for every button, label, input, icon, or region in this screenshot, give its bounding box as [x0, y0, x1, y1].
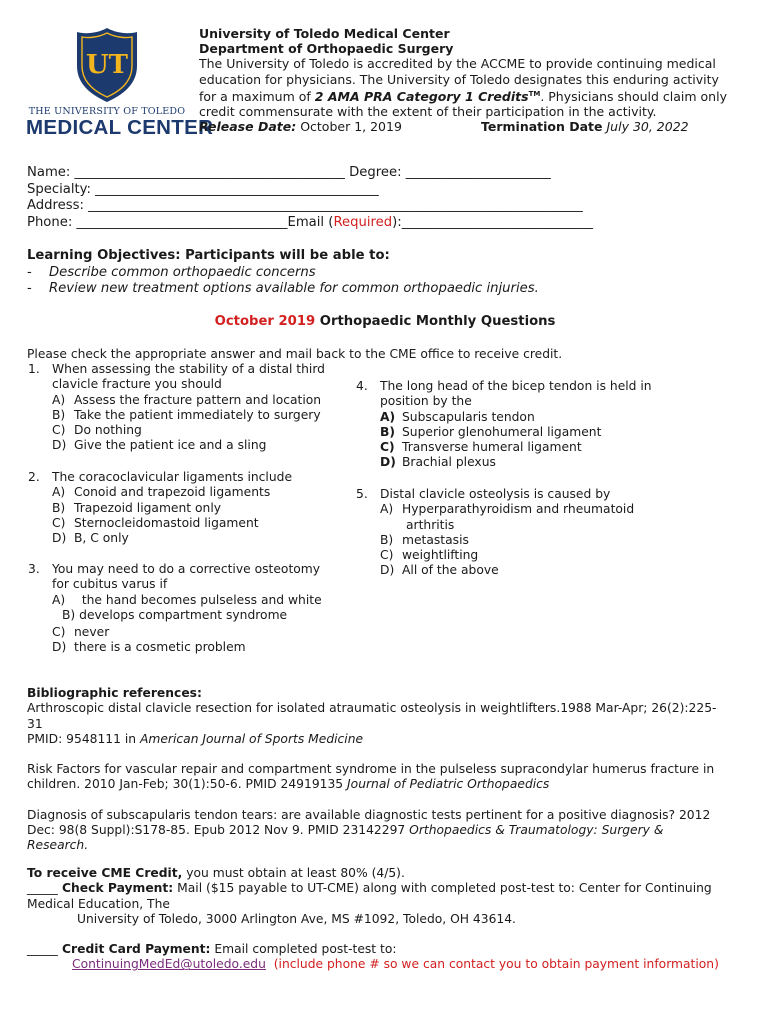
option-label: C)	[52, 625, 66, 640]
reference-1	[27, 701, 747, 747]
logo-medical-center: MEDICAL CENTER	[26, 116, 214, 139]
answer-option-b[interactable]	[380, 425, 686, 440]
option-continuation: arthritis	[406, 517, 455, 532]
option-text: metastasis	[402, 532, 469, 547]
shield-text: UT	[85, 50, 129, 80]
question-2	[28, 470, 348, 546]
answer-option-b[interactable]	[380, 533, 686, 548]
check-payment-option[interactable]	[27, 881, 747, 896]
answer-option-b[interactable]	[52, 501, 348, 516]
question-stem: When assessing the stability of a distal third	[52, 362, 325, 376]
ut-shield-icon	[74, 26, 140, 104]
option-text: the hand becomes pulseless and white	[74, 592, 322, 607]
check-payment-text-2: Medical Education, The	[27, 896, 170, 911]
answer-option-d[interactable]	[380, 455, 686, 470]
objective-item: - Review new treatment options available for common orthopaedic injuries.	[27, 281, 539, 296]
answer-option-c[interactable]	[52, 423, 348, 438]
release-date	[199, 119, 402, 134]
reference-text: PMID: 9548111 in	[27, 731, 140, 746]
option-label: D)	[52, 438, 67, 453]
question-1	[28, 362, 348, 454]
accreditation-line-4: credit commensurate with the extent of their participation in the activity.	[199, 104, 657, 120]
termination-date	[481, 119, 689, 134]
option-label: A)	[380, 502, 394, 517]
answer-option-c[interactable]	[380, 440, 686, 455]
accreditation-line-1: The University of Toledo is accredited by the ACCME to provide continuing medical	[199, 56, 716, 72]
option-text: Brachial plexus	[402, 455, 496, 470]
release-date-value: October 1, 2019	[296, 119, 402, 135]
answer-option-a[interactable]	[52, 485, 348, 500]
question-4	[356, 379, 686, 471]
answer-option-a[interactable]	[52, 393, 348, 408]
email-line	[27, 957, 747, 972]
credit-card-blank[interactable]: _____	[27, 942, 58, 957]
question-3	[28, 562, 348, 656]
answer-option-d[interactable]	[52, 531, 348, 546]
question-number: 3.	[28, 562, 40, 576]
option-label: B)	[380, 532, 394, 547]
email-field[interactable]: ):_____________________________	[392, 214, 593, 230]
objective-text: Review new treatment options available for common orthopaedic injuries.	[49, 281, 539, 296]
option-text: Trapezoid ligament only	[74, 500, 222, 515]
question-number: 1.	[28, 362, 40, 376]
option-text: Do nothing	[74, 423, 142, 438]
answer-option-a[interactable]	[380, 502, 686, 517]
option-text: weightlifting	[402, 548, 479, 563]
option-text: Assess the fracture pattern and location	[74, 392, 322, 407]
cme-requirement	[27, 866, 747, 881]
degree-field[interactable]: Degree: ______________________	[344, 165, 551, 180]
option-label: C)	[52, 423, 66, 438]
credit-card-payment-option[interactable]	[27, 942, 747, 957]
option-text: Give the patient ice and a sling	[74, 438, 267, 453]
option-label: B)	[52, 500, 66, 515]
accreditation-text: for a maximum of	[199, 88, 315, 104]
option-text: Hyperparathyroidism and rheumatoid	[402, 502, 635, 517]
question-stem: You may need to do a corrective osteotomy	[52, 562, 321, 576]
question-number: 2.	[28, 470, 40, 484]
reference-text: Risk Factors for vascular repair and compartment syndrome in the pulseless supracondylar humerus fracture in	[27, 762, 715, 777]
trademark: TM	[528, 89, 541, 98]
credit-designation: 2 AMA PRA Category 1 Credits	[314, 88, 529, 104]
name-degree-row	[27, 165, 747, 182]
question-5	[356, 487, 686, 579]
option-label: A)	[380, 409, 396, 424]
email-note: (include phone # so we can contact you to obtain payment information)	[265, 957, 719, 972]
credit-card-text: Email completed post-test to:	[210, 942, 397, 957]
option-label: A)	[52, 392, 66, 407]
release-date-label: Release Date:	[199, 119, 297, 135]
check-payment-label: Check Payment:	[57, 881, 174, 896]
title-month: October 2019	[214, 314, 316, 329]
org-name: University of Toledo Medical Center	[199, 26, 450, 41]
cme-credit-section	[27, 866, 747, 973]
department-name: Department of Orthopaedic Surgery	[199, 41, 454, 57]
option-label: A)	[52, 592, 66, 607]
date-row	[199, 119, 739, 134]
participant-fields	[27, 165, 747, 231]
option-label: D)	[380, 455, 396, 470]
journal-name: American Journal of Sports Medicine	[139, 731, 364, 746]
question-stem: The coracoclavicular ligaments include	[52, 470, 293, 484]
mailing-address: University of Toledo, 3000 Arlington Ave, MS #1092, Toledo, OH 43614.	[77, 911, 516, 926]
termination-date-value: July 30, 2022	[602, 119, 689, 135]
reference-text: Arthroscopic distal clavicle resection for isolated atraumatic osteolysis in weightlifters.1988 Mar-Apr; 26(2):225-	[27, 701, 717, 716]
answer-option-b[interactable]	[62, 608, 348, 623]
option-text: B, C only	[74, 531, 129, 546]
address-field[interactable]: Address: ___________________________________________________________________________	[27, 198, 583, 213]
university-logo	[26, 26, 214, 139]
answer-option-c[interactable]	[52, 516, 348, 531]
reference-3	[27, 808, 747, 854]
option-label: C)	[380, 440, 395, 455]
bibliography-heading: Bibliographic references:	[27, 686, 202, 700]
accreditation-line-3	[199, 87, 739, 104]
option-label: D)	[380, 563, 395, 578]
bibliography	[27, 686, 747, 869]
reference-text: children. 2010 Jan-Feb; 30(1):50-6. PMID 24919135	[27, 777, 348, 792]
accreditation-text-end: . Physicians should claim only	[540, 88, 727, 104]
answer-option-a[interactable]	[52, 593, 348, 608]
reference-2	[27, 762, 747, 793]
logo-university-name: THE UNIVERSITY OF TOLEDO	[28, 106, 186, 117]
learning-objectives	[27, 248, 747, 298]
journal-name: Research.	[27, 838, 89, 853]
option-label: B)	[380, 424, 395, 439]
question-stem: for cubitus varus if	[52, 577, 168, 592]
option-text: All of the above	[402, 563, 499, 578]
answer-option-c[interactable]	[52, 625, 348, 640]
question-stem: clavicle fracture you should	[52, 377, 222, 392]
credit-card-label: Credit Card Payment:	[57, 942, 211, 957]
phone-field[interactable]: Phone: ________________________________	[27, 214, 288, 230]
name-field[interactable]: Name: _________________________________________	[27, 165, 345, 180]
answer-option-d[interactable]	[52, 640, 348, 655]
option-text: Subscapularis tendon	[402, 409, 535, 424]
answer-option-c[interactable]	[380, 548, 686, 563]
required-marker: Required	[333, 214, 393, 230]
cme-heading: To receive CME Credit,	[27, 866, 183, 880]
header-block	[199, 26, 739, 134]
answer-option-b[interactable]	[52, 408, 348, 423]
cme-requirement-text: you must obtain at least 80% (4/5).	[182, 866, 405, 880]
question-stem: position by the	[380, 394, 472, 409]
phone-email-row	[27, 215, 747, 232]
option-text: Transverse humeral ligament	[402, 440, 582, 455]
journal-name: Journal of Pediatric Orthopaedics	[347, 777, 550, 792]
answer-option-d[interactable]	[380, 563, 686, 578]
option-text: never	[74, 625, 110, 640]
option-label: C)	[380, 548, 394, 563]
question-stem: Distal clavicle osteolysis is caused by	[380, 487, 611, 501]
accreditation-line-2: education for physicians. The University of Toledo designates this enduring activity	[199, 71, 719, 87]
option-text: there is a cosmetic problem	[74, 640, 246, 655]
journal-name: Orthopaedics & Traumatology: Surgery &	[409, 823, 664, 838]
option-text: Conoid and trapezoid ligaments	[74, 485, 271, 500]
option-text: develops compartment syndrome	[79, 607, 288, 622]
option-label: A)	[52, 485, 66, 500]
option-text: Sternocleidomastoid ligament	[74, 515, 259, 530]
option-label: D)	[52, 640, 67, 655]
cme-email-link[interactable]: ContinuingMedEd@utoledo.edu	[72, 957, 266, 972]
question-number: 5.	[356, 487, 368, 501]
reference-text: Dec: 98(8 Suppl):S178-85. Epub 2012 Nov 9. PMID 23142297	[27, 823, 410, 838]
reference-text: 31	[27, 716, 43, 731]
question-stem: The long head of the bicep tendon is held in	[380, 379, 652, 393]
question-number: 4.	[356, 379, 368, 393]
specialty-field[interactable]: Specialty: ___________________________________________	[27, 181, 379, 197]
check-payment-blank[interactable]: _____	[27, 881, 58, 896]
reference-text: Diagnosis of subscapularis tendon tears: are available diagnostic tests pertinent for a positive diagnosis? 2012	[27, 807, 711, 822]
objective-item: - Describe common orthopaedic concerns	[27, 264, 316, 280]
option-label: B)	[52, 407, 66, 422]
objectives-heading: Learning Objectives: Participants will be able to:	[27, 248, 390, 263]
objective-text: Describe common orthopaedic concerns	[49, 264, 316, 280]
email-label: Email (	[287, 214, 334, 230]
answer-option-d[interactable]	[52, 438, 348, 453]
termination-date-label: Termination Date	[481, 119, 603, 135]
check-payment-text: Mail ($15 payable to UT-CME) along with completed post-test to: Center for Continuing	[173, 881, 712, 896]
instructions: Please check the appropriate answer and mail back to the CME office to receive credit.	[27, 347, 563, 361]
answer-option-a[interactable]	[380, 410, 686, 425]
option-text: Take the patient immediately to surgery	[74, 407, 321, 422]
questions-title	[0, 314, 770, 329]
option-label: D)	[52, 531, 67, 546]
option-text: Superior glenohumeral ligament	[402, 424, 602, 439]
option-label: B)	[62, 607, 76, 622]
option-label: C)	[52, 515, 66, 530]
title-rest: Orthopaedic Monthly Questions	[315, 314, 556, 329]
